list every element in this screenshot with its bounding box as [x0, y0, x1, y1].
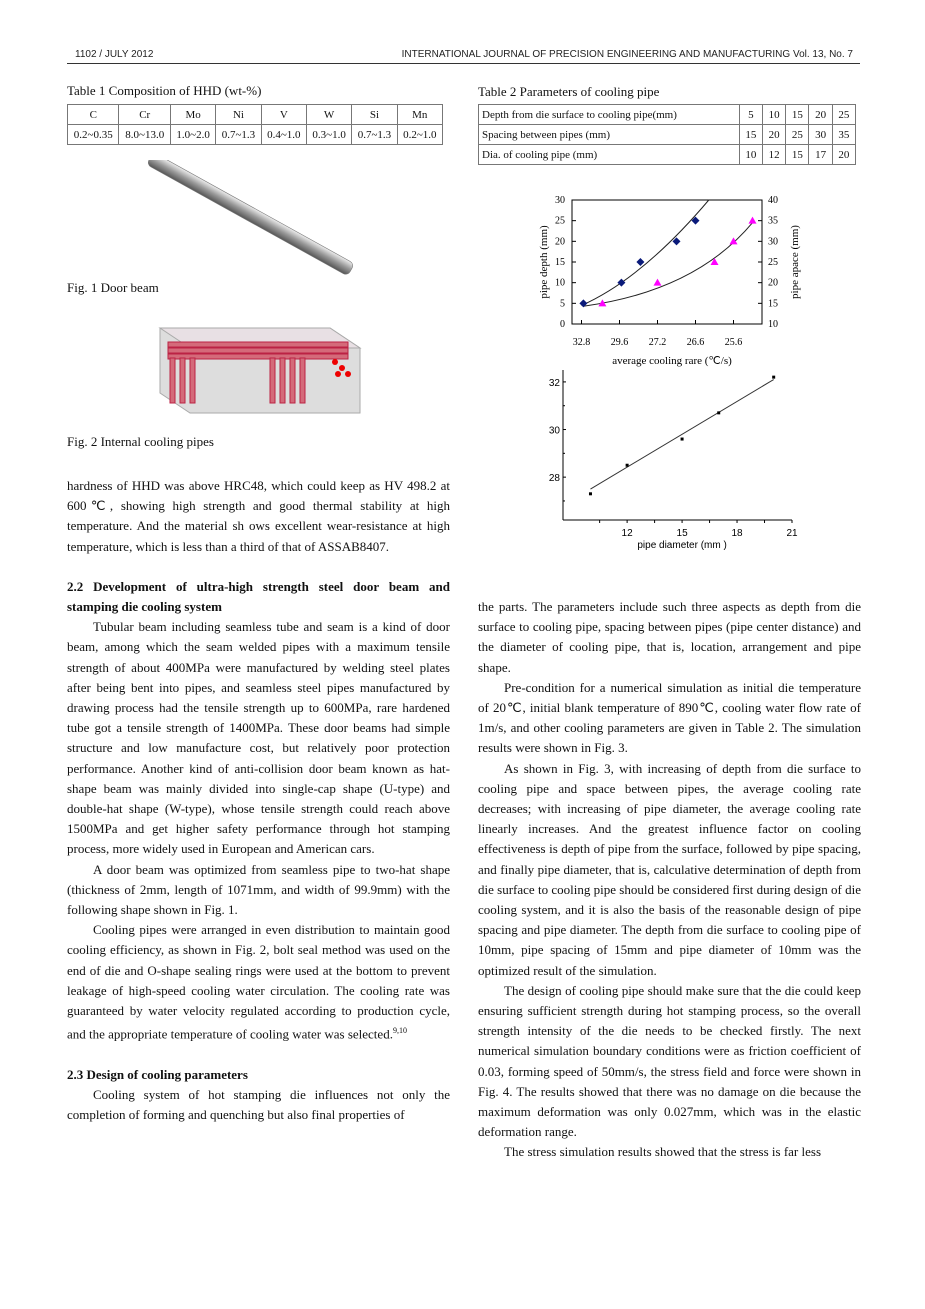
x-tick-label: 29.6 — [610, 337, 629, 348]
paragraph-text: Cooling pipes were arranged in even distribution to maintain good cooling efficiency, as shown in Fig. 2, bolt seal method was used on the end of die and O-shape sealing rings were used at the bottom to prevent leakage of high-speed cooling water circulation. The cooling rate was guaranteed by water velocity regulated according to production cycle, and the appropriate temperature of cooling water was selected. — [67, 922, 450, 1042]
x-axis-label: average cooling rare (℃/s) — [612, 355, 732, 367]
table1-header-cell: W — [306, 105, 351, 125]
paragraph: The design of cooling pipe should make sure that the die could keep ensuring sufficient strength during hot stamping process, so the overall strength intensity of the die needs to be checked firstly. The next numerical simulation boundary conditions were as friction coefficient of 0.03, forming speed of 50mm/s, the stress field and force were shown in Fig. 4. The results showed that there was no damage on die because the maximum deformation was only 0.027mm, which was in the elastic deformation range. — [478, 982, 861, 1140]
table2-cell: 25 — [832, 105, 855, 125]
y-tick-label: 0 — [560, 319, 565, 330]
paragraph: A door beam was optimized from seamless pipe to two-hat shape (thickness of 2mm, length of 1071mm, and width of 99.9mm) with the following shape shown in Fig. 1. — [67, 861, 450, 918]
table2-cell: 5 — [739, 105, 762, 125]
data-point-spacing — [711, 258, 719, 265]
data-point-depth — [636, 258, 644, 266]
table1-header-cell: Ni — [216, 105, 261, 125]
paragraph: Tubular beam including seamless tube and seam is a kind of door beam, among which the seam welded pipes with a maximum tensile strength of about 400MPa were manufactured by welding steel plates after being bent into pipes, and seamless steel pipes manufactured by drawing process had the tensile strength up to 600MPa, rare hardened tube got a tensile strength of 1400MPa. These door beams had simple structure and low manufacture cost, but relatively poor protection performance. Another kind of anti-collision door beam known as hat-shape beam was mainly divided into single-cap shape (U-type) and double-hat shape (W-type), whose tensile strength could reach above 1500MPa and get higher safety performance through hot stamping process, more widely used in European and American cars. — [67, 619, 450, 857]
data-point-spacing — [654, 279, 662, 286]
y-tick-label: 28 — [548, 473, 560, 485]
table1-value-row — [68, 125, 443, 145]
y-tick-label: 32 — [548, 377, 560, 389]
citation: 9,10 — [392, 1026, 407, 1036]
table1-header-cell: Mo — [170, 105, 215, 125]
table2-cell: 17 — [809, 145, 832, 165]
right-column — [478, 597, 861, 1163]
paragraph: The stress simulation results showed that the stress is far less — [504, 1144, 822, 1160]
paragraph: hardness of HHD was above HRC48, which could keep as HV 498.2 at 600℃, showing high strength and good thermal stability at high temperature. And the material sh ows excellent wear-resistance at high temperature, which is less than a third of that of ASSAB8407. — [67, 478, 450, 554]
table2-cell: 20 — [809, 105, 832, 125]
paragraph — [67, 920, 450, 1045]
table1-header-cell: V — [261, 105, 306, 125]
table1-value-cell: 0.4~1.0 — [261, 125, 306, 145]
y-tick-label: 15 — [555, 257, 565, 268]
table1-value-cell: 0.2~1.0 — [397, 125, 442, 145]
header-left: 1102 / JULY 2012 — [75, 49, 154, 60]
table2-cell: 20 — [832, 145, 855, 165]
y2-axis-label: pipe apace (mm) — [789, 225, 801, 299]
trend-line — [590, 380, 773, 490]
y2-tick-label: 30 — [768, 236, 778, 248]
y-axis-label: pipe depth (mm) — [538, 225, 550, 299]
table2-cell: 10 — [762, 105, 785, 125]
y2-tick-label: 20 — [768, 277, 778, 289]
table1-value-cell: 0.7~1.3 — [352, 125, 397, 145]
y-tick-label: 20 — [555, 236, 565, 248]
table2-row-label: Spacing between pipes (mm) — [479, 125, 740, 145]
x-tick-label: 32.8 — [572, 337, 591, 348]
chart-cooling-rate-depth-spacing — [520, 190, 820, 370]
table2-cell: 35 — [832, 125, 855, 145]
y2-tick-label: 15 — [768, 298, 778, 310]
data-point — [626, 464, 629, 467]
x-axis-label: pipe diameter (mm ) — [637, 540, 727, 551]
table1 — [67, 104, 443, 145]
y-tick-label: 30 — [548, 425, 560, 437]
table2-row — [479, 105, 856, 125]
data-point-spacing — [730, 237, 738, 244]
y2-tick-label: 10 — [768, 319, 778, 330]
data-point — [772, 376, 775, 379]
y-tick-label: 30 — [555, 195, 565, 206]
door-beam-figure — [140, 160, 370, 275]
table2-cell: 20 — [762, 125, 785, 145]
x-tick-label: 18 — [731, 528, 743, 539]
header-rule — [67, 63, 860, 64]
data-point-spacing — [749, 217, 757, 224]
y-tick-label: 10 — [555, 277, 565, 289]
x-tick-label: 12 — [621, 528, 633, 539]
y2-tick-label: 25 — [768, 257, 778, 268]
table1-caption: Table 1 Composition of HHD (wt-%) — [67, 83, 262, 98]
table2-row-label: Dia. of cooling pipe (mm) — [479, 145, 740, 165]
y-tick-label: 5 — [560, 298, 565, 310]
header-right: INTERNATIONAL JOURNAL OF PRECISION ENGINEERING AND MANUFACTURING Vol. 13, No. 7 — [401, 49, 853, 60]
table1-header-cell: Mn — [397, 105, 442, 125]
paragraph: Cooling system of hot stamping die influences not only the completion of forming and quenching but also final properties of — [67, 1087, 450, 1123]
section-heading-2-2: 2.2 Development of ultra-high strength steel door beam and stamping die cooling system — [67, 578, 450, 615]
y2-tick-label: 35 — [768, 215, 778, 227]
y2-tick-label: 40 — [768, 195, 778, 206]
table2-caption: Table 2 Parameters of cooling pipe — [478, 84, 660, 99]
x-tick-label: 25.6 — [724, 337, 743, 348]
table2-cell: 12 — [762, 145, 785, 165]
table2-row — [479, 125, 856, 145]
left-column — [67, 476, 450, 1125]
x-tick-label: 21 — [786, 528, 798, 539]
table2-row-label: Depth from die surface to cooling pipe(mm) — [479, 105, 740, 125]
data-point — [589, 492, 592, 495]
section-heading-2-3: 2.3 Design of cooling parameters — [67, 1066, 248, 1082]
cooling-pipes-figure — [150, 318, 365, 418]
trend-line-spacing — [583, 223, 752, 306]
table1-header-row — [68, 105, 443, 125]
table1-value-cell: 0.7~1.3 — [216, 125, 261, 145]
paragraph: Pre-condition for a numerical simulation as initial die temperature of 20℃, initial blank temperature of 890℃, cooling water flow rate of 1m/s, and other cooling parameters are given in Table 2. The simulation results were shown in Fig. 3. — [478, 679, 861, 756]
data-point — [681, 438, 684, 441]
table1-value-cell: 1.0~2.0 — [170, 125, 215, 145]
x-tick-label: 15 — [676, 528, 688, 539]
x-tick-label: 27.2 — [648, 337, 667, 348]
table2-cell: 15 — [739, 125, 762, 145]
trend-line-depth — [582, 200, 709, 305]
table2-cell: 10 — [739, 145, 762, 165]
table1-header-cell: Si — [352, 105, 397, 125]
table1-header-cell: Cr — [119, 105, 170, 125]
fig1-caption: Fig. 1 Door beam — [67, 280, 159, 295]
paragraph: As shown in Fig. 3, with increasing of depth from die surface to cooling pipe and space between pipes, the average cooling rate decreases; with increasing of pipe diameter, the average cooling rate linearly increases. And the greatest influence factor on cooling effectiveness is depth of pipe from the surface, followed by pipe spacing, and finally pipe diameter, that is, calculative determination of depth from die surface to cooling pipe should be considered first during design of die cooling system, and it is also the basis of the reasonable design of pipe spacing and pipe diameter. The depth from die surface to cooling pipe of 10mm, pipe spacing of 15mm and pipe diameter of 10mm was the optimized result of the simulation. — [478, 760, 861, 978]
paragraph: the parts. The parameters include such three aspects as depth from die surface to cooling pipe, spacing between pipes (pipe center distance) and the diameter of cooling pipe, that is, location, arrangement and pipe shape. — [478, 599, 861, 675]
y-tick-label: 25 — [555, 215, 565, 227]
table2-cell: 30 — [809, 125, 832, 145]
table2 — [478, 104, 856, 165]
data-point — [717, 411, 720, 414]
data-point-depth — [617, 279, 625, 287]
table2-cell: 15 — [786, 105, 809, 125]
x-tick-label: 26.6 — [686, 337, 705, 348]
table2-row — [479, 145, 856, 165]
table1-header-cell: C — [68, 105, 119, 125]
table1-value-cell: 0.2~0.35 — [68, 125, 119, 145]
table1-value-cell: 0.3~1.0 — [306, 125, 351, 145]
table2-cell: 15 — [786, 145, 809, 165]
fig2-caption: Fig. 2 Internal cooling pipes — [67, 434, 214, 449]
table2-cell: 25 — [786, 125, 809, 145]
chart-pipe-diameter — [520, 365, 810, 555]
table1-value-cell: 8.0~13.0 — [119, 125, 170, 145]
